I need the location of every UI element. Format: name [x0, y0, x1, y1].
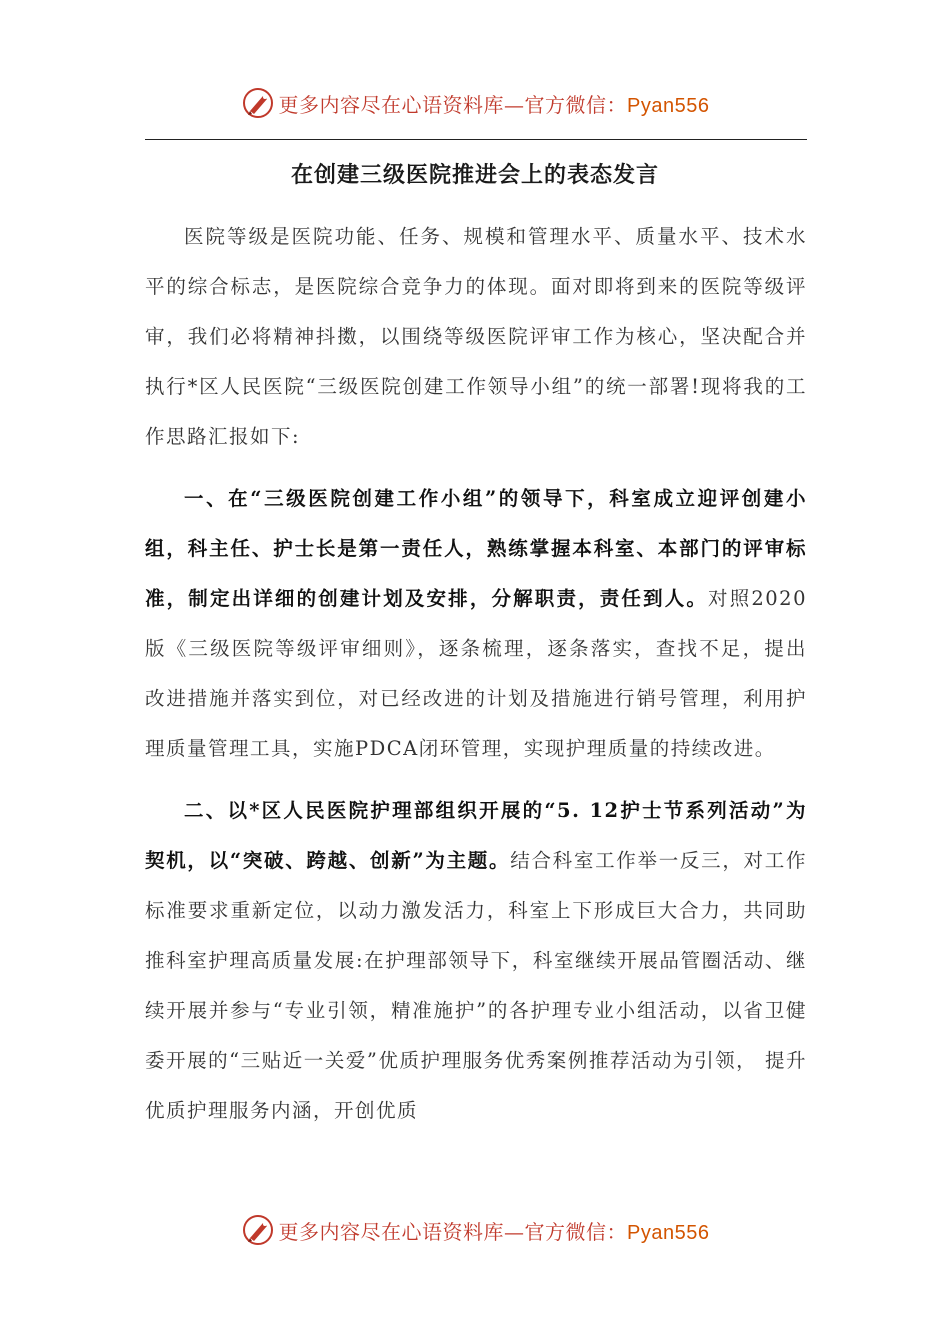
paragraph-1-text: 医院等级是医院功能、任务、规模和管理水平、质量水平、技术水平的综合标志，是医院综合竞争力的体现。面对即将到来的医院等级评审，我们必将精神抖擞，以围绕等级医院评审工作为核心，坚决配合并执行*区人民医院“三级医院创建工作领导小组”的统一部署!现将我的工作思路汇报如下:: [145, 225, 807, 448]
footer-banner: [0, 1210, 950, 1250]
paragraph-2-text: 对照2020版《三级医院等级评审细则》，逐条梳理，逐条落实，查找不足，提出改进措施并落实到位，对已经改进的计划及措施进行销号管理，利用护理质量管理工具，实施PDCA闭环管理，实现护理质量的持续改进。: [145, 587, 807, 760]
paragraph-3: [145, 786, 807, 1136]
paragraph-1: [145, 212, 807, 462]
header-divider: [145, 139, 807, 140]
pen-logo-icon: [241, 1213, 275, 1247]
paragraph-2-bold: 一、在“三级医院创建工作小组”的领导下，科室成立迎评创建小组，科主任、护士长是第一责任人，熟练掌握本科室、本部门的评审标准，制定出详细的创建计划及安排，分解职责，责任到人。: [145, 487, 807, 610]
header-banner-cn: 更多内容尽在心语资料库—官方微信：: [278, 92, 628, 117]
footer-banner-wechat-id: Pyan556: [627, 1221, 710, 1244]
document-title: 在创建三级医院推进会上的表态发言: [290, 162, 659, 188]
header-banner-text: [279, 89, 710, 118]
paragraph-3-bold: 二、以*区人民医院护理部组织开展的“5. 12护士节系列活动”为契机，以“突破、跨越、创新”为主题。: [145, 799, 807, 872]
footer-banner-text: [279, 1216, 710, 1245]
paragraph-3-text: 结合科室工作举一反三，对工作标准要求重新定位，以动力激发活力，科室上下形成巨大合力，共同助推科室护理高质量发展:在护理部领导下，科室继续开展品管圈活动、继续开展并参与“专业引领，精准施护”的各护理专业小组活动，以省卫健委开展的“三贴近一关爱”优质护理服务优秀案例推荐活动为引领， 提升优质护理服务内涵，开创优质: [145, 849, 807, 1122]
header-banner: [0, 83, 950, 123]
footer-banner-cn: 更多内容尽在心语资料库—官方微信：: [278, 1219, 628, 1244]
paragraph-2: [145, 474, 807, 774]
pen-logo-icon: [241, 86, 275, 120]
document-body: [145, 212, 807, 1136]
header-banner-wechat-id: Pyan556: [627, 94, 710, 117]
